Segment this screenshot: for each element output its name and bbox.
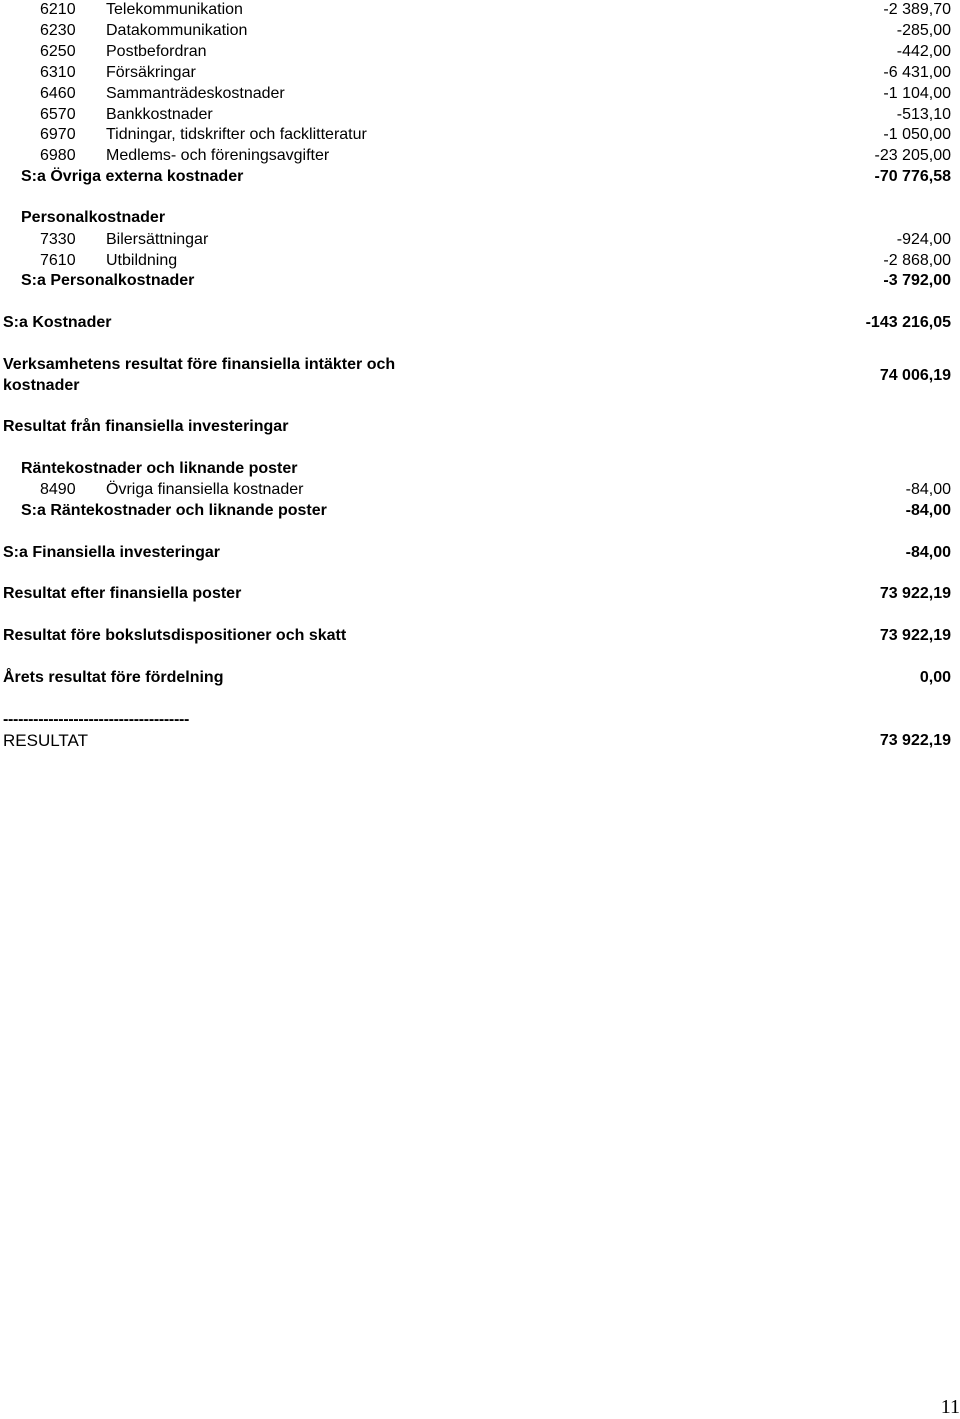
section-heading-label: Räntekostnader och liknande poster xyxy=(21,460,298,477)
account-amount: -2 389,70 xyxy=(883,1,951,18)
account-amount: -2 868,00 xyxy=(883,252,951,269)
separator-line: ------------------------------------- xyxy=(3,711,190,728)
account-code: 6210 xyxy=(40,1,76,18)
account-row xyxy=(0,145,960,166)
account-row xyxy=(0,62,960,83)
subtotal-row xyxy=(0,166,960,187)
result-row xyxy=(0,625,960,646)
account-row xyxy=(0,124,960,145)
account-amount: -84,00 xyxy=(905,481,951,498)
account-row xyxy=(0,250,960,271)
subtotal-amount: -84,00 xyxy=(905,502,951,519)
account-code: 6970 xyxy=(40,126,76,143)
account-code: 6230 xyxy=(40,22,76,39)
account-name: Telekommunikation xyxy=(106,1,243,18)
account-code: 6250 xyxy=(40,43,76,60)
operating-result-label: Verksamhetens resultat före finansiella intäkter och kostnader xyxy=(3,356,396,394)
final-result-label: RESULTAT xyxy=(3,731,89,750)
section-heading xyxy=(0,416,960,437)
section-heading-label: Resultat från finansiella investeringar xyxy=(3,418,289,435)
account-code: 6460 xyxy=(40,85,76,102)
account-amount: -285,00 xyxy=(896,22,951,39)
total-amount: -143 216,05 xyxy=(865,314,951,331)
account-code: 6310 xyxy=(40,64,76,81)
final-result-row xyxy=(0,730,960,751)
account-code: 7610 xyxy=(40,252,76,269)
operating-result-row xyxy=(0,365,960,386)
subtotal-amount: -70 776,58 xyxy=(874,168,951,185)
account-name: Sammanträdeskostnader xyxy=(106,85,285,102)
account-row xyxy=(0,41,960,62)
account-amount: -23 205,00 xyxy=(874,147,951,164)
result-row xyxy=(0,583,960,604)
final-result-amount: 73 922,19 xyxy=(879,732,951,749)
result-label: Årets resultat före fördelning xyxy=(3,669,224,686)
section-heading xyxy=(0,207,960,228)
section-heading xyxy=(0,458,960,479)
page-number: 11 xyxy=(940,1396,960,1418)
subtotal-label: S:a Personalkostnader xyxy=(21,272,195,289)
subtotal-label: S:a Räntekostnader och liknande poster xyxy=(21,502,327,519)
account-name: Postbefordran xyxy=(106,43,207,60)
account-row xyxy=(0,20,960,41)
account-amount: -1 050,00 xyxy=(883,126,951,143)
account-row xyxy=(0,0,960,20)
account-row xyxy=(0,104,960,125)
account-name: Datakommunikation xyxy=(106,22,248,39)
account-name: Tidningar, tidskrifter och facklitteratur xyxy=(106,126,367,143)
account-row xyxy=(0,229,960,250)
total-label: S:a Finansiella investeringar xyxy=(3,544,220,561)
total-label: S:a Kostnader xyxy=(3,314,112,331)
account-name: Övriga finansiella kostnader xyxy=(106,481,304,498)
result-amount: 0,00 xyxy=(919,669,951,686)
separator-row xyxy=(0,709,960,730)
account-amount: -6 431,00 xyxy=(883,64,951,81)
operating-result-amount: 74 006,19 xyxy=(879,367,951,384)
account-name: Bankkostnader xyxy=(106,106,213,123)
total-row xyxy=(0,542,960,563)
subtotal-label: S:a Övriga externa kostnader xyxy=(21,168,244,185)
account-amount: -924,00 xyxy=(896,231,951,248)
result-label: Resultat före bokslutsdispositioner och skatt xyxy=(3,627,347,644)
account-row xyxy=(0,479,960,500)
result-amount: 73 922,19 xyxy=(879,585,951,602)
account-name: Utbildning xyxy=(106,252,178,269)
subtotal-row xyxy=(0,270,960,291)
result-amount: 73 922,19 xyxy=(879,627,951,644)
result-row xyxy=(0,667,960,688)
account-amount: -513,10 xyxy=(896,106,951,123)
account-code: 6570 xyxy=(40,106,76,123)
account-name: Försäkringar xyxy=(106,64,196,81)
result-label: Resultat efter finansiella poster xyxy=(3,585,242,602)
account-row xyxy=(0,83,960,104)
total-amount: -84,00 xyxy=(905,544,951,561)
account-name: Bilersättningar xyxy=(106,231,209,248)
total-row xyxy=(0,312,960,333)
account-amount: -442,00 xyxy=(896,43,951,60)
subtotal-row xyxy=(0,500,960,521)
account-name: Medlems- och föreningsavgifter xyxy=(106,147,330,164)
account-code: 7330 xyxy=(40,231,76,248)
account-amount: -1 104,00 xyxy=(883,85,951,102)
section-heading-label: Personalkostnader xyxy=(21,209,166,226)
account-code: 6980 xyxy=(40,147,76,164)
subtotal-amount: -3 792,00 xyxy=(883,272,951,289)
account-code: 8490 xyxy=(40,481,76,498)
